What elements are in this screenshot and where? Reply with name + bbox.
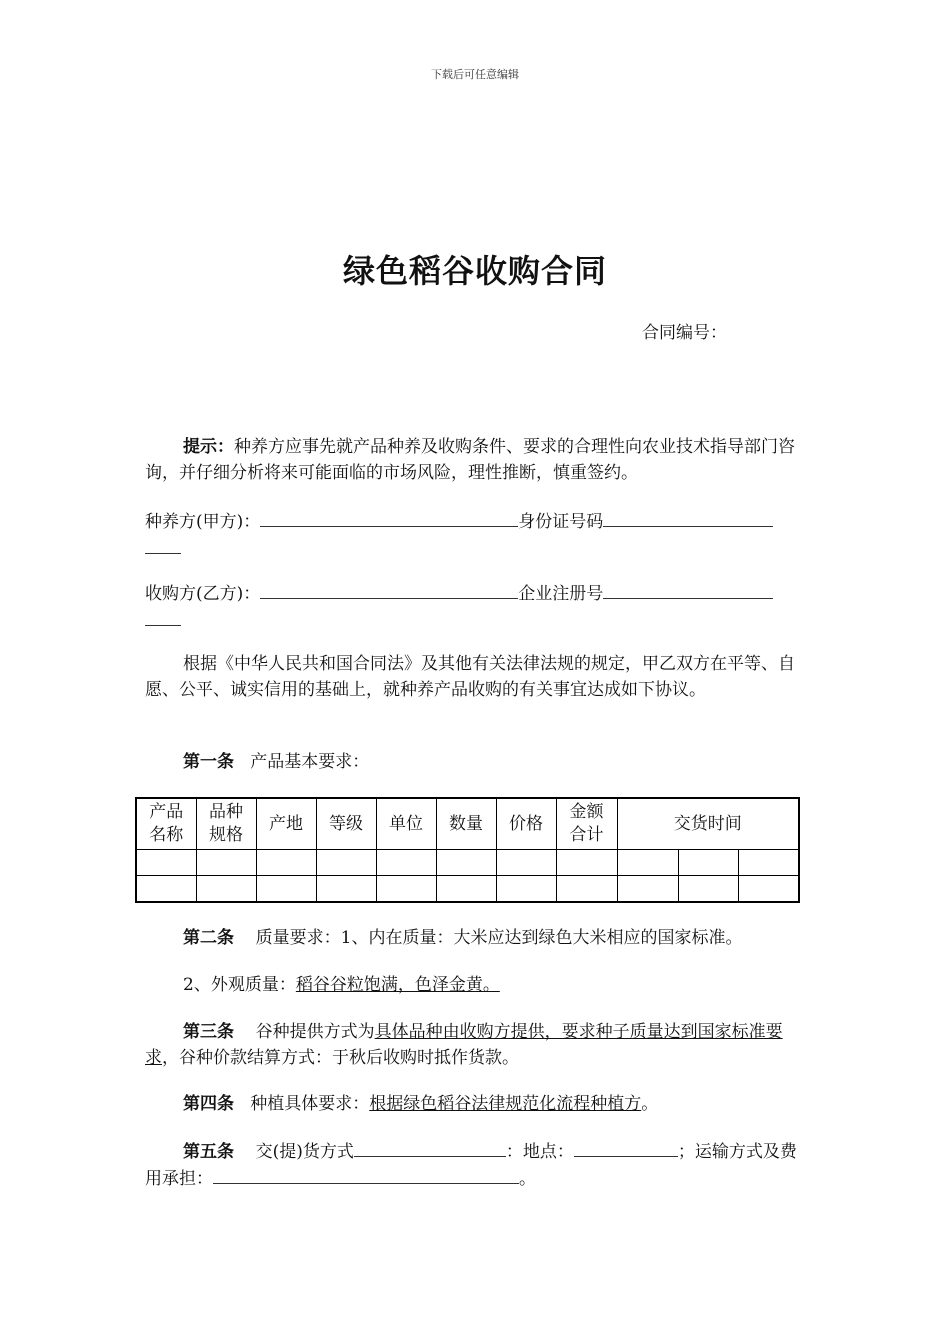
table-cell[interactable]: [316, 876, 376, 903]
article-1-label: 第一条: [183, 752, 234, 772]
table-cell[interactable]: [136, 850, 196, 876]
article-5: [145, 1138, 805, 1192]
article-2-label: 第二条: [183, 928, 234, 948]
table-cell[interactable]: [496, 876, 556, 903]
table-cell[interactable]: [496, 850, 556, 876]
table-cell[interactable]: [556, 850, 617, 876]
table-cell[interactable]: [136, 876, 196, 903]
party-b-label: 收购方(乙方)：: [145, 584, 261, 604]
party-a-id-label: 身份证号码: [518, 512, 604, 532]
header-unit: 单位: [376, 798, 436, 850]
article-5-transport: ；运输方式及费用承担：: [145, 1142, 797, 1189]
table-cell[interactable]: [738, 850, 799, 876]
party-a-line: [145, 508, 805, 562]
party-a-id-blank[interactable]: [603, 508, 773, 527]
article-1-text: 产品基本要求：: [250, 752, 370, 772]
header-grade: 等级: [316, 798, 376, 850]
article-5-label: 第五条: [183, 1142, 234, 1162]
table-row: [136, 876, 799, 903]
article-5-end: 。: [519, 1169, 536, 1189]
article-4-label: 第四条: [183, 1094, 234, 1114]
article-2-item-2-prefix: 2、外观质量：: [183, 975, 296, 995]
article-4-underlined: 根据绿色稻谷法律规范化流程种植方: [369, 1094, 642, 1114]
header-quantity: 数量: [436, 798, 496, 850]
article-4-suffix: 。: [641, 1094, 659, 1114]
article-2-item-2-value: 稻谷谷粒饱满，色泽金黄。: [295, 975, 500, 995]
tip-text: 种养方应事先就产品种养及收购条件、要求的合理性向农业技术指导部门咨询，并仔细分析将来可能面临的市场风险，理性推断，慎重签约。: [145, 437, 795, 483]
party-b-reg-blank[interactable]: [603, 580, 773, 599]
table-cell[interactable]: [316, 850, 376, 876]
tip-paragraph: [145, 434, 805, 486]
header-origin: 产地: [256, 798, 316, 850]
party-a-name-blank[interactable]: [260, 508, 518, 527]
article-3-prefix: 谷种提供方式为: [255, 1022, 375, 1042]
transport-cost-blank[interactable]: [213, 1165, 519, 1184]
article-3-underlined: 具体品种由收购方提供，要求种子质量达到国家标准要求: [145, 1022, 783, 1068]
header-variety-spec: 品种 规格: [196, 798, 256, 850]
party-b-name-blank[interactable]: [260, 580, 518, 599]
delivery-place-blank[interactable]: [574, 1138, 678, 1157]
header-price: 价格: [496, 798, 556, 850]
party-a-id-blank-cont: [145, 535, 181, 554]
preamble-paragraph: 根据《中华人民共和国合同法》及其他有关法律法规的规定，甲乙双方在平等、自愿、公平、诚实信用的基础上，就种养产品收购的有关事宜达成如下协议。: [145, 654, 795, 700]
party-b-reg-label: 企业注册号: [518, 584, 604, 604]
table-cell[interactable]: [196, 876, 256, 903]
table-cell[interactable]: [376, 876, 436, 903]
tip-label: 提示：: [183, 437, 234, 457]
product-table: [135, 797, 800, 903]
table-cell[interactable]: [678, 850, 738, 876]
table-cell[interactable]: [196, 850, 256, 876]
article-5-place: ：地点：: [505, 1142, 574, 1162]
table-cell[interactable]: [617, 850, 678, 876]
party-b-reg-blank-cont: [145, 607, 181, 626]
article-2: [145, 925, 805, 951]
header-delivery-time: 交货时间: [617, 798, 799, 850]
table-cell[interactable]: [376, 850, 436, 876]
article-3-label: 第三条: [183, 1022, 234, 1042]
table-cell[interactable]: [436, 876, 496, 903]
contract-number-label: 合同编号：: [642, 323, 727, 343]
table-cell[interactable]: [256, 850, 316, 876]
table-cell[interactable]: [436, 850, 496, 876]
party-a-label: 种养方(甲方)：: [145, 512, 261, 532]
article-4: [145, 1091, 805, 1117]
article-3: [145, 1019, 805, 1071]
table-cell[interactable]: [738, 876, 799, 903]
article-3-suffix: ，谷种价款结算方式：于秋后收购时抵作货款。: [162, 1048, 519, 1068]
table-cell[interactable]: [678, 876, 738, 903]
article-4-prefix: 种植具体要求：: [250, 1094, 370, 1114]
delivery-method-blank[interactable]: [354, 1138, 506, 1157]
article-2-item-2: [145, 972, 805, 998]
article-5-delivery: 交(提)货方式: [255, 1142, 354, 1162]
article-2-text: 质量要求：1、内在质量：大米应达到绿色大米相应的国家标准。: [255, 928, 743, 948]
table-cell[interactable]: [556, 876, 617, 903]
table-cell[interactable]: [256, 876, 316, 903]
article-1: [145, 749, 805, 775]
header-note: 下载后可任意编辑: [431, 68, 519, 81]
party-b-line: [145, 580, 805, 634]
table-cell[interactable]: [617, 876, 678, 903]
document-title: 绿色稻谷收购合同: [342, 252, 607, 290]
header-amount-total: 金额 合计: [556, 798, 617, 850]
table-row: [136, 850, 799, 876]
header-product-name: 产品 名称: [136, 798, 196, 850]
